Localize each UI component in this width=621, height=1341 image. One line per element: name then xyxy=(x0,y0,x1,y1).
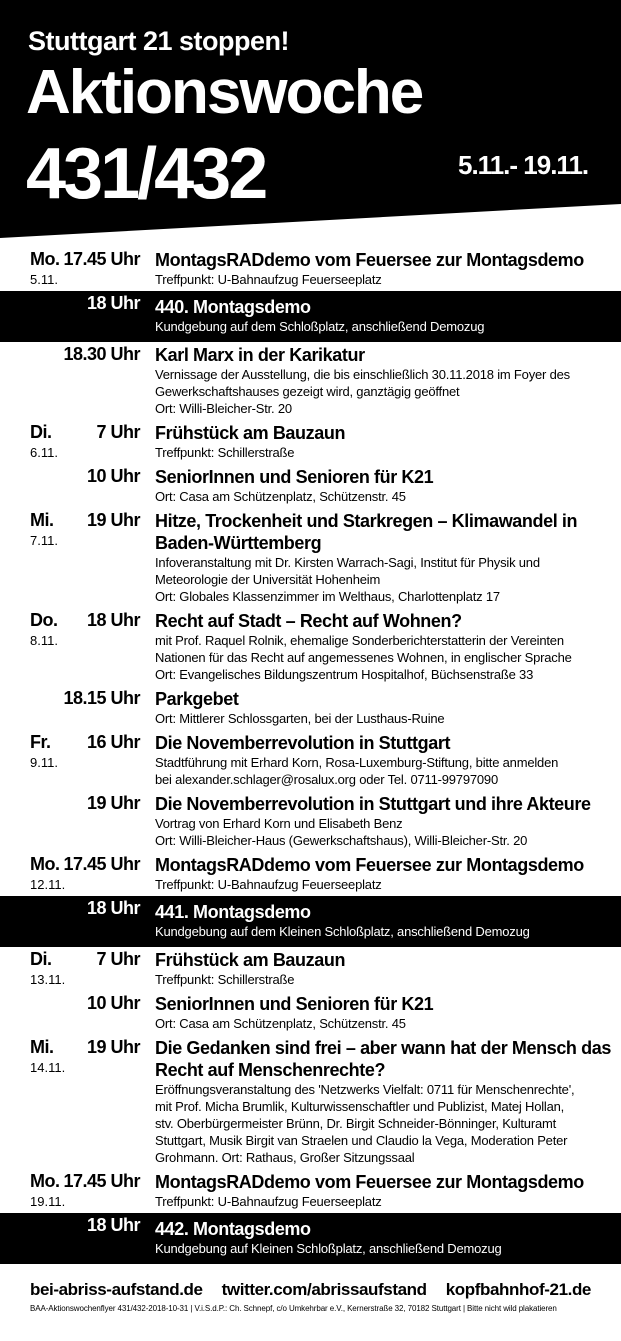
event-date: 14.11. xyxy=(30,1060,66,1075)
event-title: Recht auf Stadt – Recht auf Wohnen? xyxy=(155,611,462,631)
event-description-line: Treffpunkt: Schillerstraße xyxy=(155,972,295,987)
header-number: 431/432 xyxy=(26,134,266,214)
event-description-line: Eröffnungsveranstaltung des 'Netzwerks Vielfalt: 0711 für Menschenrechte', xyxy=(155,1082,575,1097)
event-time: 16 Uhr xyxy=(86,732,140,752)
footer-link-kopfbahnhof[interactable]: kopfbahnhof-21.de xyxy=(445,1280,591,1299)
event-row xyxy=(0,791,621,852)
event-day: Di. xyxy=(30,949,52,969)
event-title: Frühstück am Bauzaun xyxy=(155,950,346,970)
event-day: Mo. xyxy=(30,1171,60,1191)
event-description-line: Treffpunkt: Schillerstraße xyxy=(155,445,295,460)
footer xyxy=(0,1280,621,1313)
event-description-line: Treffpunkt: U-Bahnaufzug Feuerseeplatz xyxy=(155,272,382,287)
event-body xyxy=(155,464,611,508)
event-description-line: Treffpunkt: U-Bahnaufzug Feuerseeplatz xyxy=(155,1194,382,1209)
event-description-line: bei alexander.schlager@rosalux.org oder Tel. 0711-99797090 xyxy=(155,772,498,787)
event-day: Di. xyxy=(30,422,52,442)
event-time: 18 Uhr xyxy=(86,1215,140,1235)
event-title: MontagsRADdemo vom Feuersee zur Montagsdemo xyxy=(155,855,584,875)
event-title: Hitze, Trockenheit und Starkregen – Klimawandel in Baden-Württemberg xyxy=(155,511,578,553)
event-date: 5.11. xyxy=(30,272,58,287)
event-row xyxy=(0,730,621,791)
event-time: 10 Uhr xyxy=(86,993,140,1013)
event-title: Frühstück am Bauzaun xyxy=(155,423,346,443)
event-time: 18 Uhr xyxy=(86,898,140,918)
event-body xyxy=(155,342,611,420)
event-time: 18 Uhr xyxy=(86,293,140,313)
event-description-line: Treffpunkt: U-Bahnaufzug Feuerseeplatz xyxy=(155,877,382,892)
event-row xyxy=(0,508,621,608)
event-title: 440. Montagsdemo xyxy=(155,297,311,317)
event-title: Parkgebet xyxy=(155,689,239,709)
event-body xyxy=(155,1169,611,1213)
event-description-line: Ort: Mittlerer Schlossgarten, bei der Lusthaus-Ruine xyxy=(155,711,445,726)
event-time: 18 Uhr xyxy=(86,610,140,630)
event-title: Die Novemberrevolution in Stuttgart und ihre Akteure xyxy=(155,794,591,814)
event-title: SeniorInnen und Senioren für K21 xyxy=(155,994,434,1014)
event-description-line: Vortrag von Erhard Korn und Elisabeth Benz xyxy=(155,816,403,831)
footer-links xyxy=(0,1280,621,1300)
event-title: MontagsRADdemo vom Feuersee zur Montagsdemo xyxy=(155,1172,584,1192)
event-day: Mi. xyxy=(30,1037,54,1057)
event-description-line: Gewerkschaftshauses gezeigt wird, ganztägig geöffnet xyxy=(155,384,460,399)
event-description-line: Ort: Globales Klassenzimmer im Welthaus, Charlottenplatz 17 xyxy=(155,589,500,604)
event-body xyxy=(155,791,611,852)
event-body xyxy=(155,991,611,1035)
event-row xyxy=(0,342,621,420)
event-body xyxy=(155,899,611,943)
event-date: 13.11. xyxy=(30,972,66,987)
header-subtitle: Stuttgart 21 stoppen! xyxy=(28,26,290,56)
event-row xyxy=(0,852,621,896)
header-banner xyxy=(0,0,621,240)
event-body xyxy=(155,947,611,991)
event-time: 19 Uhr xyxy=(86,510,140,530)
event-date: 12.11. xyxy=(30,877,66,892)
event-day: Mo. xyxy=(30,854,60,874)
event-row xyxy=(0,947,621,991)
event-body xyxy=(155,247,611,291)
event-title: 442. Montagsdemo xyxy=(155,1219,311,1239)
event-description-line: Kundgebung auf dem Schloßplatz, anschließend Demozug xyxy=(155,319,485,334)
event-day: Fr. xyxy=(30,732,51,752)
event-body xyxy=(155,294,611,338)
header-title: Aktionswoche xyxy=(26,58,423,127)
event-schedule xyxy=(0,247,621,1264)
event-description-line: Kundgebung auf dem Kleinen Schloßplatz, anschließend Demozug xyxy=(155,924,530,939)
event-body xyxy=(155,508,611,608)
event-row xyxy=(0,247,621,291)
event-day: Mo. xyxy=(30,249,60,269)
event-date: 9.11. xyxy=(30,755,58,770)
event-body xyxy=(155,608,611,686)
event-time: 19 Uhr xyxy=(86,793,140,813)
event-date: 19.11. xyxy=(30,1194,66,1209)
event-date: 7.11. xyxy=(30,533,58,548)
event-description-line: Stuttgart, Musik Birgit van Straelen und Claudio la Vega, Moderation Peter xyxy=(155,1133,568,1148)
event-day: Mi. xyxy=(30,510,54,530)
event-description-line: Meteorologie der Universität Hohenheim xyxy=(155,572,381,587)
event-description-line: Vernissage der Ausstellung, die bis einschließlich 30.11.2018 im Foyer des xyxy=(155,367,570,382)
event-row-highlight xyxy=(0,291,621,342)
event-body xyxy=(155,1216,611,1260)
event-body xyxy=(155,420,611,464)
event-body xyxy=(155,852,611,896)
event-description-line: Kundgebung auf Kleinen Schloßplatz, anschließend Demozug xyxy=(155,1241,502,1256)
event-title: MontagsRADdemo vom Feuersee zur Montagsdemo xyxy=(155,250,584,270)
event-row xyxy=(0,686,621,730)
footer-link-website[interactable]: bei-abriss-aufstand.de xyxy=(30,1280,203,1299)
event-date: 6.11. xyxy=(30,445,58,460)
event-description-line: Ort: Casa am Schützenplatz, Schützenstr. 45 xyxy=(155,1016,406,1031)
event-description-line: stv. Oberbürgermeister Brünn, Dr. Birgit Schneider-Bönninger, Kulturamt xyxy=(155,1116,557,1131)
event-description-line: Ort: Willi-Bleicher-Haus (Gewerkschaftshaus), Willi-Bleicher-Str. 20 xyxy=(155,833,528,848)
event-time: 18.15 Uhr xyxy=(63,688,140,708)
event-row-highlight xyxy=(0,896,621,947)
event-time: 17.45 Uhr xyxy=(63,249,140,269)
event-description-line: Ort: Evangelisches Bildungszentrum Hospitalhof, Büchsenstraße 33 xyxy=(155,667,534,682)
event-description-line: Nationen für das Recht auf angemessenes Wohnen, in englischer Sprache xyxy=(155,650,572,665)
event-row xyxy=(0,1035,621,1169)
event-row xyxy=(0,464,621,508)
event-description-line: mit Prof. Micha Brumlik, Kulturwissenschaftler und Publizist, Matej Hollan, xyxy=(155,1099,565,1114)
event-title: SeniorInnen und Senioren für K21 xyxy=(155,467,434,487)
header-dates: 5.11.- 19.11. xyxy=(458,150,589,180)
event-title: 441. Montagsdemo xyxy=(155,902,311,922)
event-description-line: Grohmann. Ort: Rathaus, Großer Sitzungssaal xyxy=(155,1150,415,1165)
event-time: 7 Uhr xyxy=(96,422,140,442)
event-title: Karl Marx in der Karikatur xyxy=(155,345,365,365)
event-row xyxy=(0,1169,621,1213)
event-date: 8.11. xyxy=(30,633,58,648)
event-row xyxy=(0,608,621,686)
event-description-line: Stadtführung mit Erhard Korn, Rosa-Luxemburg-Stiftung, bitte anmelden xyxy=(155,755,559,770)
event-time: 17.45 Uhr xyxy=(63,1171,140,1191)
event-body xyxy=(155,1035,611,1169)
event-time: 19 Uhr xyxy=(86,1037,140,1057)
event-row-highlight xyxy=(0,1213,621,1264)
event-description-line: Ort: Casa am Schützenplatz, Schützenstr. 45 xyxy=(155,489,406,504)
footer-link-twitter[interactable]: twitter.com/abrissaufstand xyxy=(221,1280,427,1299)
event-time: 17.45 Uhr xyxy=(63,854,140,874)
event-body xyxy=(155,686,611,730)
event-title: Die Novemberrevolution in Stuttgart xyxy=(155,733,451,753)
event-row xyxy=(0,991,621,1035)
event-description-line: Infoveranstaltung mit Dr. Kirsten Warrach-Sagi, Institut für Physik und xyxy=(155,555,540,570)
event-time: 10 Uhr xyxy=(86,466,140,486)
event-time: 7 Uhr xyxy=(96,949,140,969)
event-title: Die Gedanken sind frei – aber wann hat der Mensch das Recht auf Menschenrechte? xyxy=(155,1038,611,1080)
event-row xyxy=(0,420,621,464)
event-description-line: Ort: Willi-Bleicher-Str. 20 xyxy=(155,401,292,416)
event-description-line: mit Prof. Raquel Rolnik, ehemalige Sonderberichterstatterin der Vereinten xyxy=(155,633,564,648)
event-day: Do. xyxy=(30,610,58,630)
event-time: 18.30 Uhr xyxy=(63,344,140,364)
footer-imprint: BAA-Aktionswochenflyer 431/432-2018-10-31 | V.i.S.d.P.: Ch. Schnepf, c/o Umkehrbar e.V., Kernerstraße 32, 70182 Stuttgart | Bitte nicht wild plakatieren xyxy=(30,1304,557,1313)
event-body xyxy=(155,730,611,791)
